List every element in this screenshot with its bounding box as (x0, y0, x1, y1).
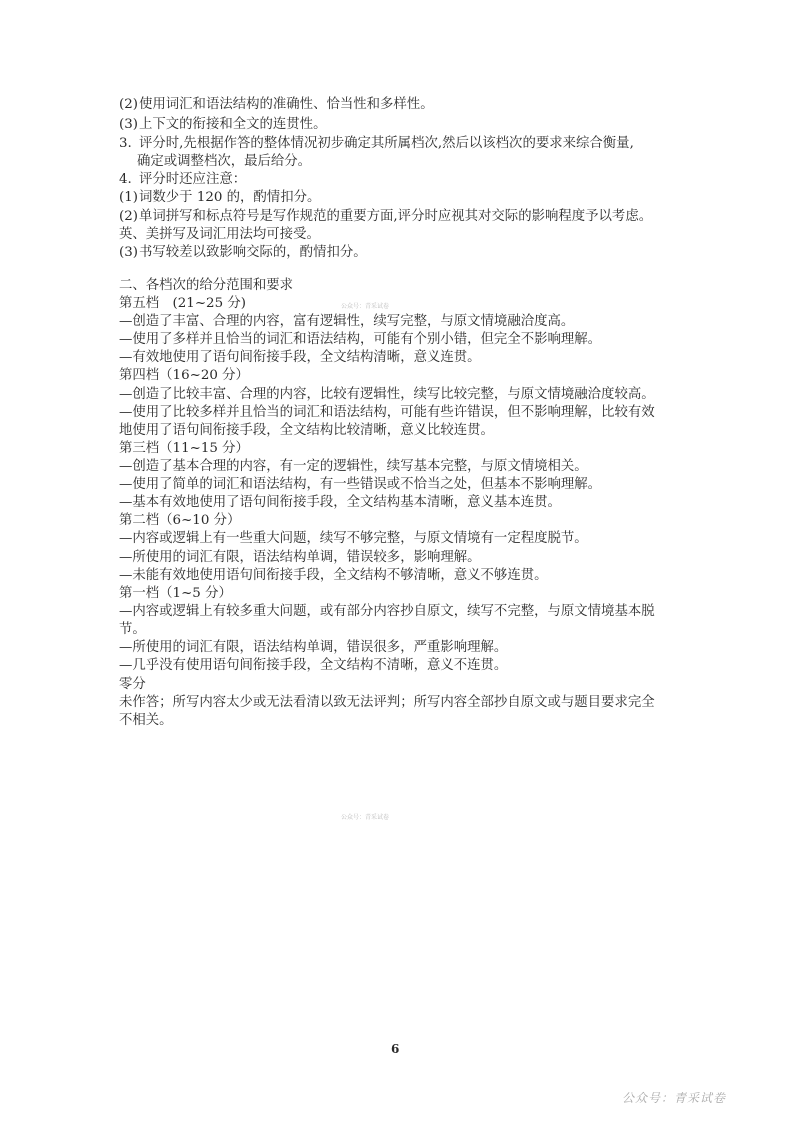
grade-title: 第五档 (21~25 分) (119, 296, 246, 311)
grade-item: —所使用的词汇有限，语法结构单调，错误较多，影响理解。 (119, 550, 481, 565)
criteria-item: (2)单词拼写和标点符号是写作规范的重要方面,评分时应视其对交际的影响程度予以考虑。 (119, 209, 653, 224)
criteria-item: (3)书写较差以致影响交际的，酌情扣分。 (119, 245, 367, 260)
grade-item: 不相关。 (119, 713, 173, 728)
watermark-text: 公众号：青采试卷 (341, 814, 390, 821)
grade-item: —所使用的词汇有限，语法结构单调，错误很多，严重影响理解。 (119, 640, 508, 655)
criteria-item: (2)使用词汇和语法结构的准确性、恰当性和多样性。 (119, 97, 434, 112)
criteria-item: 英、美拼写及词汇用法均可接受。 (119, 227, 320, 242)
grade-item: 节。 (119, 622, 146, 637)
grade-item: 地使用了语句间衔接手段，全文结构比较清晰，意义比较连贯。 (119, 423, 494, 438)
criteria-item: 4. 评分时还应注意： (119, 172, 247, 187)
grade-title: 第四档（16~20 分） (119, 368, 249, 383)
criteria-item: (3)上下文的衔接和全文的连贯性。 (119, 117, 327, 132)
criteria-item-continuation: 确定或调整档次，最后给分。 (137, 154, 312, 169)
grade-item: —使用了多样并且恰当的词汇和语法结构，可能有个别小错，但完全不影响理解。 (119, 332, 602, 347)
grade-item: —使用了简单的词汇和语法结构，有一些错误或不恰当之处，但基本不影响理解。 (119, 477, 602, 492)
page-number: 6 (391, 1042, 400, 1056)
grade-item: —内容或逻辑上有较多重大问题，或有部分内容抄自原文，续写不完整，与原文情境基本脱 (119, 604, 655, 619)
grade-item: —有效地使用了语句间衔接手段，全文结构清晰，意义连贯。 (119, 350, 481, 365)
grade-title: 零分 (119, 677, 146, 692)
grade-title: 第一档（1~5 分） (119, 586, 232, 601)
grade-item: —创造了丰富、合理的内容，富有逻辑性，续写完整，与原文情境融洽度高。 (119, 314, 575, 329)
corner-watermark: 公众号：青采试卷 (622, 1091, 727, 1105)
criteria-item: 3. 评分时,先根据作答的整体情况初步确定其所属档次,然后以该档次的要求来综合衡量, (119, 136, 634, 151)
grade-item: —内容或逻辑上有一些重大问题，续写不够完整，与原文情境有一定程度脱节。 (119, 531, 588, 546)
grade-title: 第三档（11~15 分） (119, 441, 249, 456)
watermark-text: 公众号：青采试卷 (341, 303, 390, 310)
grade-item: —使用了比较多样并且恰当的词汇和语法结构，可能有些许错误，但不影响理解，比较有效 (119, 405, 655, 420)
grade-item: —基本有效地使用了语句间衔接手段，全文结构基本清晰，意义基本连贯。 (119, 495, 561, 510)
grade-item: —创造了比较丰富、合理的内容，比较有逻辑性，续写比较完整，与原文情境融洽度较高。 (119, 387, 655, 402)
grade-item: —几乎没有使用语句间衔接手段，全文结构不清晰，意义不连贯。 (119, 658, 508, 673)
section-title: 二、各档次的给分范围和要求 (119, 278, 294, 293)
grade-title: 第二档（6~10 分） (119, 513, 241, 528)
grade-item: —创造了基本合理的内容，有一定的逻辑性，续写基本完整，与原文情境相关。 (119, 459, 588, 474)
criteria-item: (1)词数少于 120 的，酌情扣分。 (119, 190, 321, 205)
grade-item: —未能有效地使用语句间衔接手段，全文结构不够清晰，意义不够连贯。 (119, 568, 548, 583)
grade-item: 未作答；所写内容太少或无法看清以致无法评判；所写内容全部抄自原文或与题目要求完全 (119, 695, 655, 710)
